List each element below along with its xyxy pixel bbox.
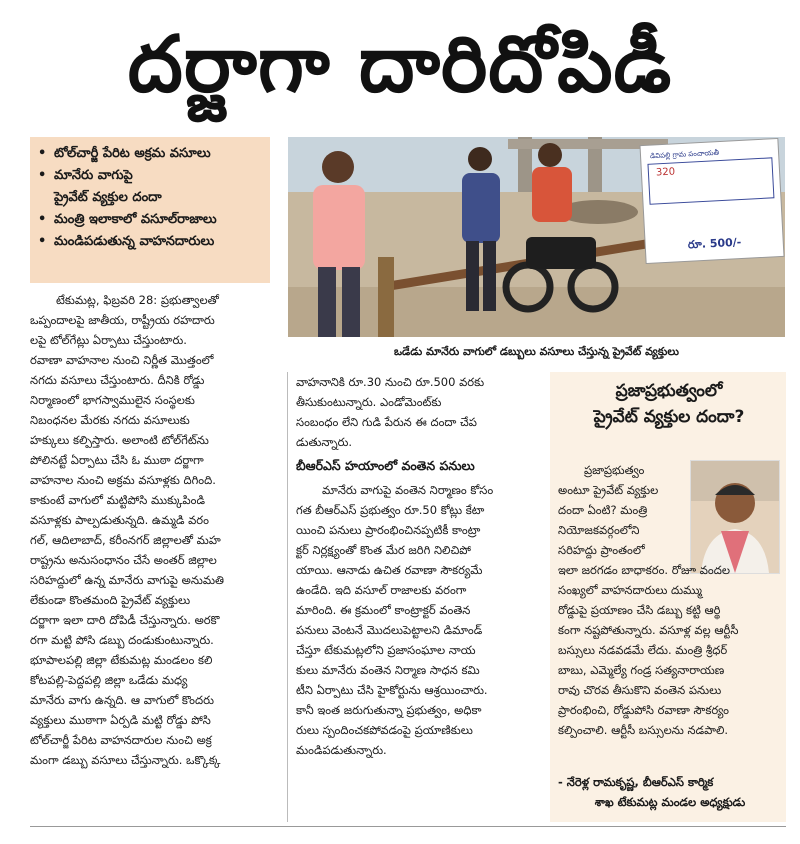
article-line: నిబంధనల మేరకు నగదు వసూలుకు — [30, 413, 190, 427]
article-line: లేకుండా కొంతమంది ప్రైవేట్ వ్యక్తులు — [30, 593, 191, 607]
article-line: భూపాలపల్లి జిల్లా టేకుమట్ల మండలం కలి — [30, 653, 213, 667]
article-line: గత బీఆర్‌ఎస్ ప్రభుత్వం రూ.50 కోట్లు కేటా — [296, 503, 485, 517]
bottom-rule — [30, 826, 786, 827]
article-line: రాష్ట్రను అనుసంధానం చేసే అంతర్ జిల్లాల — [30, 553, 217, 567]
highlight-item: • మంత్రి ఇలాకాలో వసూల్‌రాజాలు — [38, 209, 262, 231]
article-line: ఉండేది. ఇది వసూల్ రాజాలకు వరంగా — [296, 583, 467, 597]
column-divider — [287, 372, 288, 822]
receipt-number: 320 — [655, 166, 676, 179]
article-line: నిర్మాణంలో భాగస్వాములైన సంస్థలకు — [30, 393, 195, 407]
receipt-amount: రూ. 500/- — [687, 235, 742, 252]
article-line: ఇలా జరగడం బాధాకరం. రోజూ వందల — [558, 563, 730, 577]
bullet-dot-icon: • — [38, 234, 47, 249]
bullet-dot-icon: • — [38, 168, 47, 183]
article-column-2 — [296, 372, 542, 760]
article-line: అంటూ ప్రైవేట్ వ్యక్తుల — [558, 483, 659, 497]
article-line: సరిహద్దులో ఉన్న మానేరు వాగుపై అనుమతి — [30, 573, 225, 587]
news-photo — [288, 137, 785, 337]
article-line: బస్సులు నడవడమే లేదు. మంత్రి శ్రీధర్ — [558, 643, 728, 657]
article-line: లపై టోల్‌గేట్లు ఏర్పాటు చేస్తుంటారు. — [30, 333, 187, 347]
headline: దర్జాగా దారిదోపిడీ — [127, 20, 673, 110]
article-line: క్టర్ నిర్లక్ష్యంతో కొంత మేర జరిగి నిలిచిపో — [296, 543, 471, 557]
article-line: సరిహద్దు ప్రాంతంలో — [558, 543, 645, 557]
article-line: చేస్తూ టేకుమట్లలోని ప్రజాసంఘాల నాయ — [296, 643, 476, 657]
article-line: వాహనాల నుంచి అక్రమ వసూళ్లకు దిగింది. — [30, 473, 216, 487]
article-line: దందా ఏంటి? మంత్రి — [558, 503, 648, 517]
highlight-item: • మండిపడుతున్న వాహనదారులు — [38, 231, 262, 253]
article-line: రావు చొరవ తీసుకొని వంతెన పనులు — [558, 683, 722, 697]
article-line: డుతున్నారు. — [296, 435, 353, 449]
article-line: పనులు వెంటనే మొదలుపెట్టాలని డిమాండ్ — [296, 623, 483, 637]
article-line: రులు స్పందించకపోవడంపై ప్రయాణికులు — [296, 723, 473, 737]
article-line: మానేరు వాగు ఉన్నది. ఆ వాగులో కొందరు — [30, 693, 214, 707]
article-line: యించి పనులు ప్రారంభించినప్పటికీ కాంట్రా — [296, 523, 481, 537]
article-line: ప్రారంభించి, రోడ్డుపోసి రవాణా సౌకర్యం — [558, 703, 729, 717]
article-line: పోలినట్టే ఏర్పాటు చేసి ఓ ముఠా దర్జాగా — [30, 453, 204, 467]
sidebar-text — [558, 460, 782, 740]
article-line: హక్కులు కల్పిస్తారు. అలాంటి టోల్‌గేట్‌ను — [30, 433, 209, 447]
article-line: ప్రజాప్రభుత్వం — [584, 463, 645, 477]
article-line: మానేరు వాగుపై వంతెన నిర్మాణం కోసం — [322, 483, 494, 497]
article-line: కానీ ఇంత జరుగుతున్నా ప్రభుత్వం, అధికా — [296, 703, 482, 717]
article-line: రోడ్డుపై ప్రయాణం చేసి డబ్బు కట్టి ఆర్థి — [558, 603, 721, 617]
bullet-dot-icon: • — [38, 146, 47, 161]
article-line: నగదు వసూలు చేస్తుంటారు. దీనికి రోడ్డు — [30, 373, 205, 387]
article-line: వసూళ్లకు పాల్పడుతున్నది. ఉమ్మడి వరం — [30, 513, 209, 527]
article-line: బాబు, ఎమ్మెల్యే గండ్ర సత్యనారాయణ — [558, 663, 725, 677]
article-line: కులు మానేరు వంతెన నిర్మాణ సాధన కమి — [296, 663, 480, 677]
article-line: రగా మట్టి పోసి డబ్బు దండుకుంటున్నారు. — [30, 633, 214, 647]
article-line: తీసుకుంటున్నారు. ఎండోమెంట్‌కు — [296, 395, 442, 409]
article-line: నియోజకవర్గంలోని — [558, 523, 640, 537]
bullet-dot-icon: • — [38, 212, 47, 227]
sidebar-title: ప్రజాప్రభుత్వంలో ప్రైవేట్ వ్యక్తుల దందా? — [593, 381, 745, 427]
article-line: టీని ఏర్పాటు చేసి హైకోర్టును ఆశ్రయించారు. — [296, 683, 488, 697]
article-line: యాయి. ఆనాడు ఉచిత రవాణా సౌకర్యమే — [296, 563, 483, 577]
article-line: మంగా డబ్బు వసూలు చేస్తున్నారు. ఒక్కొక్క — [30, 753, 221, 767]
highlight-item: • మానేరు వాగుపై — [38, 165, 262, 187]
article-line: వ్యక్తులు ముఠాగా ఏర్పడి మట్టి రోడ్డు పోసి — [30, 713, 211, 727]
article-line: మండిపడుతున్నారు. — [296, 743, 387, 757]
article-column-1 — [30, 290, 280, 770]
article-line: ఒప్పందాలపై జాతీయ, రాష్ట్రీయ రహదారు — [30, 313, 215, 327]
article-line: టేకుమట్ల, ఫిబ్రవరి 28: ప్రభుత్వాలతో — [56, 293, 219, 307]
article-line: మారింది. ఈ క్రమంలో కాంట్రాక్టర్ వంతెన — [296, 603, 471, 617]
article-line: గల్, ఆదిలాబాద్, కరీంనగర్ జిల్లాలతో మహ — [30, 533, 221, 547]
article-line: టోల్‌చార్జీ పేరిట వాహనదారుల నుంచి అక్ర — [30, 733, 212, 747]
article-line: సంఖ్యలో వాహనదారులు దుమ్ము — [558, 583, 702, 597]
article-line: కంగా నష్టపోతున్నారు. వసూళ్ల వల్ల ఆర్టీసీ — [558, 623, 739, 637]
sidebar-signature: - నేరెళ్ల రామకృష్ణ, బీఆర్‌ఎస్ కార్మిక శాఖ టేకుమట్ల మండల అధ్యక్షుడు — [558, 775, 746, 809]
photo-caption: ఒడేడు మానేరు వాగులో డబ్బులు వసూలు చేస్తున్న ప్రైవేట్ వ్యక్తులు — [394, 345, 679, 358]
highlight-continuation: ప్రైవేట్ వ్యక్తుల దందా — [54, 190, 162, 205]
article-line: వాహనానికి రూ.30 నుంచి రూ.500 వరకు — [296, 375, 485, 389]
article-line: కల్పించాలి. ఆర్టీసీ బస్సులను నడపాలి. — [558, 723, 729, 737]
highlight-item: • టోల్‌చార్జీ పేరిట అక్రమ వసూలు — [38, 143, 262, 165]
article-line: దర్జాగా ఇలా దారి దోపిడీ చేస్తున్నారు. అరకొ — [30, 613, 220, 627]
article-line: కోటపల్లి-పెద్దపల్లి జిల్లా ఒడేడు మధ్య — [30, 673, 188, 687]
highlights-box — [30, 137, 270, 283]
receipt-header: డివిపల్లి గ్రామ పంచాయతీ — [649, 148, 720, 161]
article-line: రవాణా వాహనాల నుంచి నిర్ణీత మొత్తంలో — [30, 353, 214, 367]
article-line: కాకుంటే వాగులో మట్టిపోసి ముక్కుపిండి — [30, 493, 206, 507]
subheading: బీఆర్‌ఎస్ హయాంలో వంతెన పనులు — [296, 458, 475, 473]
article-line: సంబంధం లేని గుడి పేరున ఈ దందా చేప — [296, 415, 477, 429]
